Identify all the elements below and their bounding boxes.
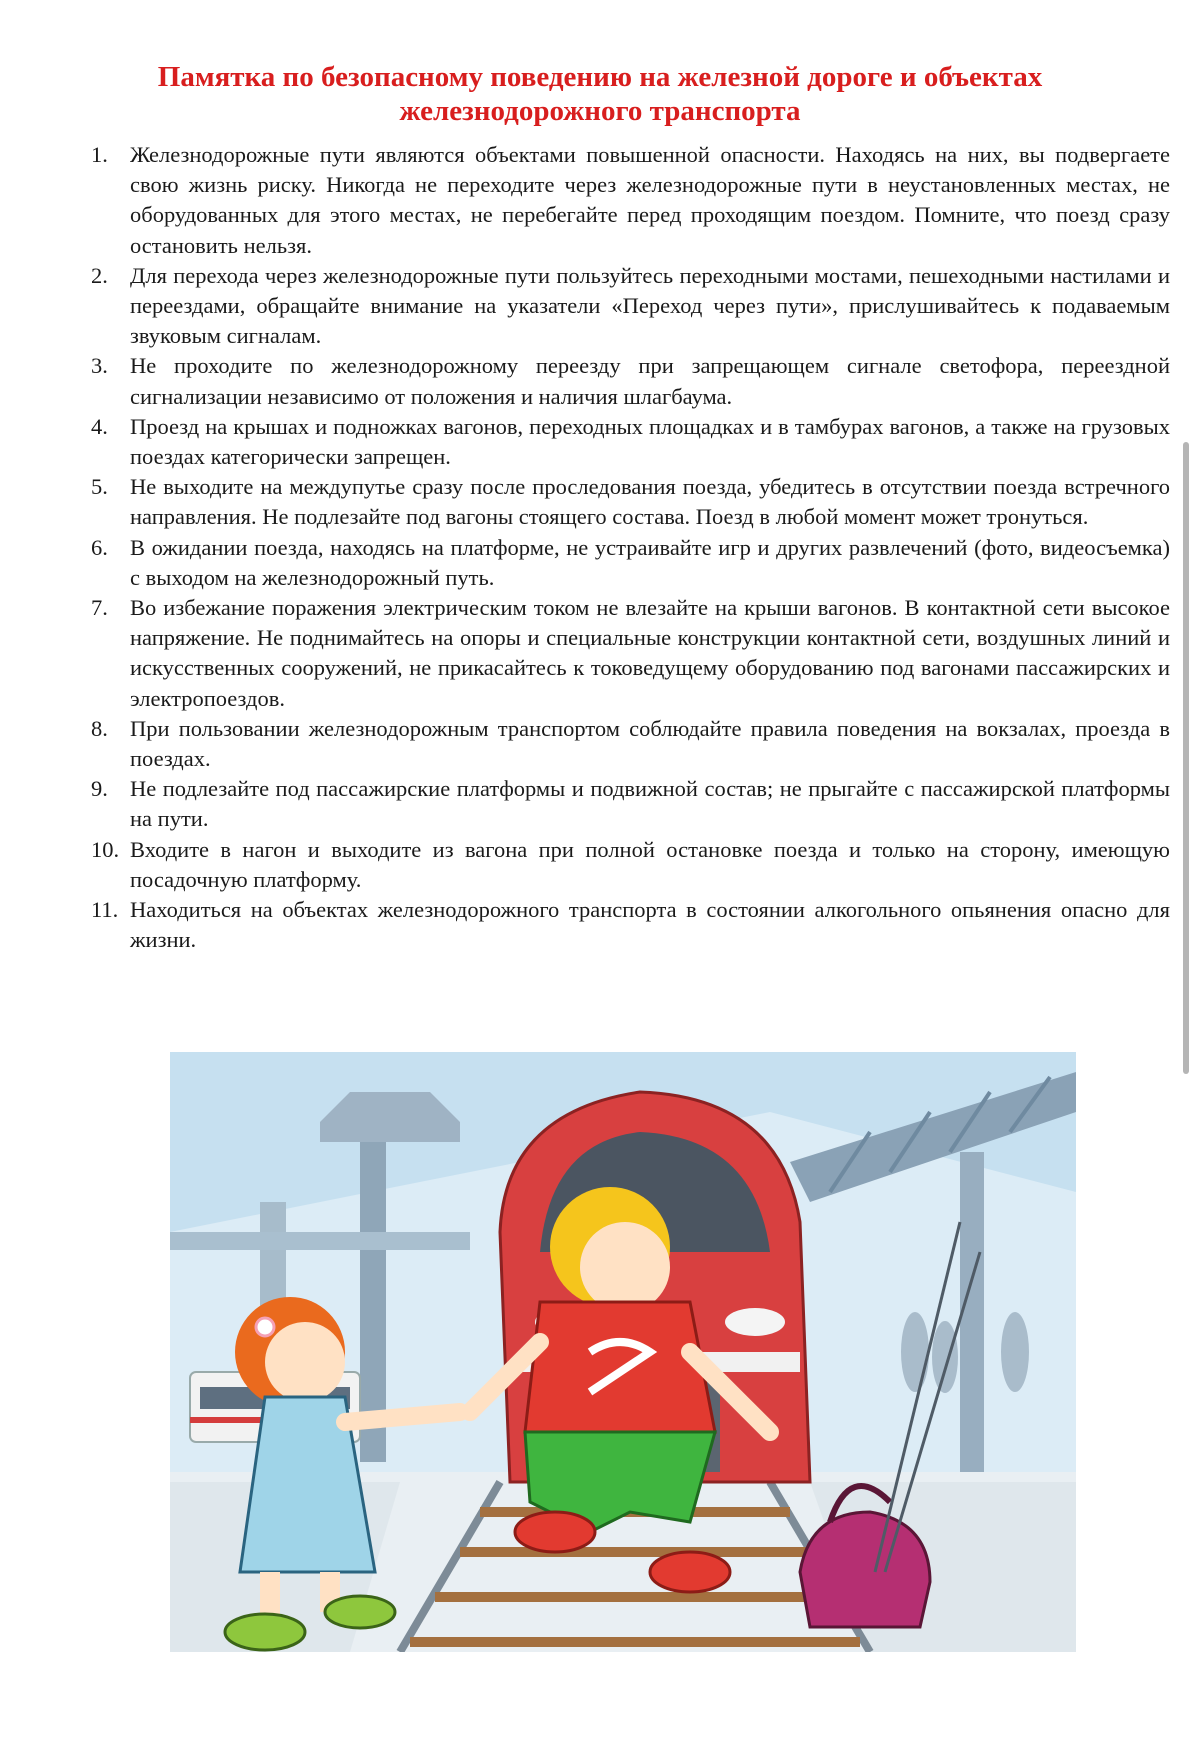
rule-number: 6. (91, 534, 108, 560)
rule-text: В ожидании поезда, находясь на платформе, не устраивайте игр и других развлечений (фото, видеосъемка) с выходом на железнодорожный путь. (130, 534, 1170, 590)
rule-text: Находиться на объектах железнодорожного транспорта в состоянии алкогольного опьянения опасно для жизни. (130, 897, 1170, 953)
rule-item (75, 351, 1170, 411)
girl-shoe-right (325, 1596, 395, 1628)
rule-item (75, 835, 1170, 895)
rule-number: 7. (91, 595, 108, 621)
title-line-1: Памятка по безопасному поведению на железной дороге и объектах (157, 61, 1043, 93)
rule-number: 2. (91, 262, 108, 288)
rule-text: Для перехода через железнодорожные пути пользуйтесь переходными мостами, пешеходными настилами и переездами, обращайте внимание на указатели «Переход через пути», прислушивайтесь к подаваемым звуковым сигналам. (130, 262, 1170, 349)
rule-item (75, 140, 1170, 261)
title-line-2: железнодорожного транспорта (399, 95, 801, 127)
rule-number: 5. (91, 474, 108, 500)
rule-item (75, 412, 1170, 472)
rule-number: 3. (91, 353, 108, 379)
rule-item (75, 895, 1170, 955)
rule-text: Не подлезайте под пассажирские платформы и подвижной состав; не прыгайте с пассажирской платформы на пути. (130, 776, 1170, 832)
bag (800, 1512, 930, 1627)
rule-number: 11. (91, 897, 119, 923)
rules-list (75, 140, 1170, 955)
illustration-svg (170, 1052, 1076, 1652)
girl-face (265, 1322, 345, 1402)
girl-arm (345, 1412, 460, 1422)
boy-shoe-left (515, 1512, 595, 1552)
rule-text: Входите в нагон и выходите из вагона при полной остановке поезда и только на сторону, имеющую посадочную платформу. (130, 836, 1170, 892)
scrollbar-thumb[interactable] (1183, 442, 1189, 1074)
rule-text: Проезд на крышах и подножках вагонов, переходных площадках и в тамбурах вагонов, а также на грузовых поездах категорически запрещен. (130, 413, 1170, 470)
girl-flower (256, 1318, 274, 1336)
illustration-children-on-tracks (170, 1052, 1076, 1652)
rule-item (75, 774, 1170, 834)
rule-number: 4. (91, 413, 108, 439)
rule-number: 10. (91, 836, 120, 862)
rule-item (75, 261, 1170, 352)
rule-text: Не выходите на междупутье сразу после проследования поезда, убедитесь в отсутствии поезда встречного направления. Не подлезайте под вагоны стоящего состава. Поезд в любой момент может тронуться. (130, 474, 1170, 530)
rule-number: 9. (91, 776, 108, 802)
rule-item (75, 714, 1170, 774)
boy-shirt (525, 1302, 715, 1432)
rule-item (75, 472, 1170, 532)
rule-text: Не проходите по железнодорожному переезду при запрещающем сигнале светофора, переездной сигнализации независимо от положения и наличия шлагбаума. (130, 353, 1170, 409)
girl-shoe-left (225, 1614, 305, 1650)
train-headlight-right (725, 1308, 785, 1336)
rule-text: При пользовании железнодорожным транспортом соблюдайте правила поведения на вокзалах, проезда в поездах. (130, 715, 1170, 772)
rule-text: Железнодорожные пути являются объектами повышенной опасности. Находясь на них, вы подвергаете свою жизнь риску. Никогда не переходите через железнодорожные пути в неустановленных местах, не оборудованных для этого местах, не перебегайте перед проходящим поездом. Помните, что поезд сразу остановить нельзя. (130, 142, 1170, 258)
document-title (0, 60, 1200, 128)
rule-text: Во избежание поражения электрическим током не влезайте на крыши вагонов. В контактной сети высокое напряжение. Не поднимайтесь на опоры и специальные конструкции контактной сети, воздушных линий и искусственных сооружений, не прикасайтесь к токоведущему оборудованию под вагонами пассажирских и электропоездов. (130, 595, 1170, 711)
beam-left (170, 1232, 470, 1250)
rule-item (75, 533, 1170, 593)
boy-face (580, 1222, 670, 1312)
rule-number: 8. (91, 715, 108, 741)
rule-number: 1. (91, 142, 108, 167)
boy-shoe-right (650, 1552, 730, 1592)
rule-item (75, 593, 1170, 714)
